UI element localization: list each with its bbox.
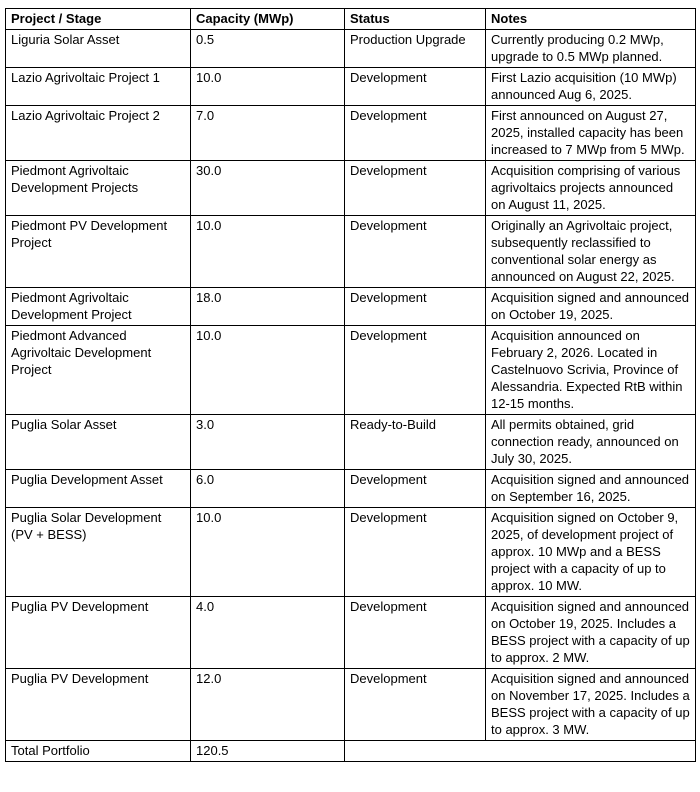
total-label-cell: Total Portfolio: [6, 741, 191, 762]
header-capacity: Capacity (MWp): [191, 9, 345, 30]
status-cell: Development: [345, 68, 486, 106]
capacity-cell: 18.0: [191, 288, 345, 326]
capacity-cell: 10.0: [191, 508, 345, 597]
capacity-cell: 4.0: [191, 597, 345, 669]
notes-cell: Acquisition signed and announced on September 16, 2025.: [486, 470, 696, 508]
project-cell: Piedmont Agrivoltaic Development Project: [6, 288, 191, 326]
status-cell: Ready-to-Build: [345, 415, 486, 470]
status-cell: Development: [345, 669, 486, 741]
table-row: [6, 288, 696, 326]
project-cell: Lazio Agrivoltaic Project 1: [6, 68, 191, 106]
status-cell: Development: [345, 326, 486, 415]
project-cell: Lazio Agrivoltaic Project 2: [6, 106, 191, 161]
notes-cell: Acquisition signed on October 9, 2025, of development project of approx. 10 MWp and a BESS project with a capacity of up to approx. 10 MW.: [486, 508, 696, 597]
total-capacity-cell: 120.5: [191, 741, 345, 762]
notes-cell: First announced on August 27, 2025, installed capacity has been increased to 7 MWp from 5 MWp.: [486, 106, 696, 161]
project-portfolio-table: [5, 8, 696, 762]
project-cell: Piedmont Advanced Agrivoltaic Development Project: [6, 326, 191, 415]
table-row: [6, 68, 696, 106]
table-total-row: [6, 741, 696, 762]
project-cell: Puglia Solar Asset: [6, 415, 191, 470]
notes-cell: Acquisition comprising of various agrivoltaics projects announced on August 11, 2025.: [486, 161, 696, 216]
notes-cell: Acquisition signed and announced on November 17, 2025. Includes a BESS project with a capacity of up to approx. 3 MW.: [486, 669, 696, 741]
capacity-cell: 7.0: [191, 106, 345, 161]
total-empty-cell: [345, 741, 696, 762]
table-row: [6, 161, 696, 216]
header-status: Status: [345, 9, 486, 30]
capacity-cell: 30.0: [191, 161, 345, 216]
table-row: [6, 216, 696, 288]
table-row: [6, 415, 696, 470]
table-row: [6, 30, 696, 68]
table-header-row: [6, 9, 696, 30]
table-row: [6, 597, 696, 669]
capacity-cell: 10.0: [191, 68, 345, 106]
notes-cell: Acquisition announced on February 2, 2026. Located in Castelnuovo Scrivia, Province of Alessandria. Expected RtB within 12-15 months.: [486, 326, 696, 415]
project-cell: Liguria Solar Asset: [6, 30, 191, 68]
status-cell: Production Upgrade: [345, 30, 486, 68]
status-cell: Development: [345, 597, 486, 669]
notes-cell: First Lazio acquisition (10 MWp) announced Aug 6, 2025.: [486, 68, 696, 106]
table-row: [6, 669, 696, 741]
project-cell: Puglia Development Asset: [6, 470, 191, 508]
project-cell: Puglia PV Development: [6, 597, 191, 669]
project-cell: Piedmont Agrivoltaic Development Projects: [6, 161, 191, 216]
notes-cell: Acquisition signed and announced on October 19, 2025. Includes a BESS project with a capacity of up to approx. 2 MW.: [486, 597, 696, 669]
table-row: [6, 508, 696, 597]
notes-cell: Currently producing 0.2 MWp, upgrade to 0.5 MWp planned.: [486, 30, 696, 68]
status-cell: Development: [345, 106, 486, 161]
notes-cell: All permits obtained, grid connection ready, announced on July 30, 2025.: [486, 415, 696, 470]
project-cell: Puglia PV Development: [6, 669, 191, 741]
capacity-cell: 10.0: [191, 326, 345, 415]
notes-cell: Acquisition signed and announced on October 19, 2025.: [486, 288, 696, 326]
header-project-stage: Project / Stage: [6, 9, 191, 30]
status-cell: Development: [345, 470, 486, 508]
capacity-cell: 12.0: [191, 669, 345, 741]
header-notes: Notes: [486, 9, 696, 30]
capacity-cell: 10.0: [191, 216, 345, 288]
notes-cell: Originally an Agrivoltaic project, subsequently reclassified to conventional solar energy as announced on August 22, 2025.: [486, 216, 696, 288]
table-row: [6, 106, 696, 161]
status-cell: Development: [345, 216, 486, 288]
capacity-cell: 6.0: [191, 470, 345, 508]
status-cell: Development: [345, 288, 486, 326]
status-cell: Development: [345, 161, 486, 216]
project-cell: Puglia Solar Development (PV + BESS): [6, 508, 191, 597]
capacity-cell: 0.5: [191, 30, 345, 68]
project-cell: Piedmont PV Development Project: [6, 216, 191, 288]
table-row: [6, 470, 696, 508]
table-row: [6, 326, 696, 415]
status-cell: Development: [345, 508, 486, 597]
capacity-cell: 3.0: [191, 415, 345, 470]
